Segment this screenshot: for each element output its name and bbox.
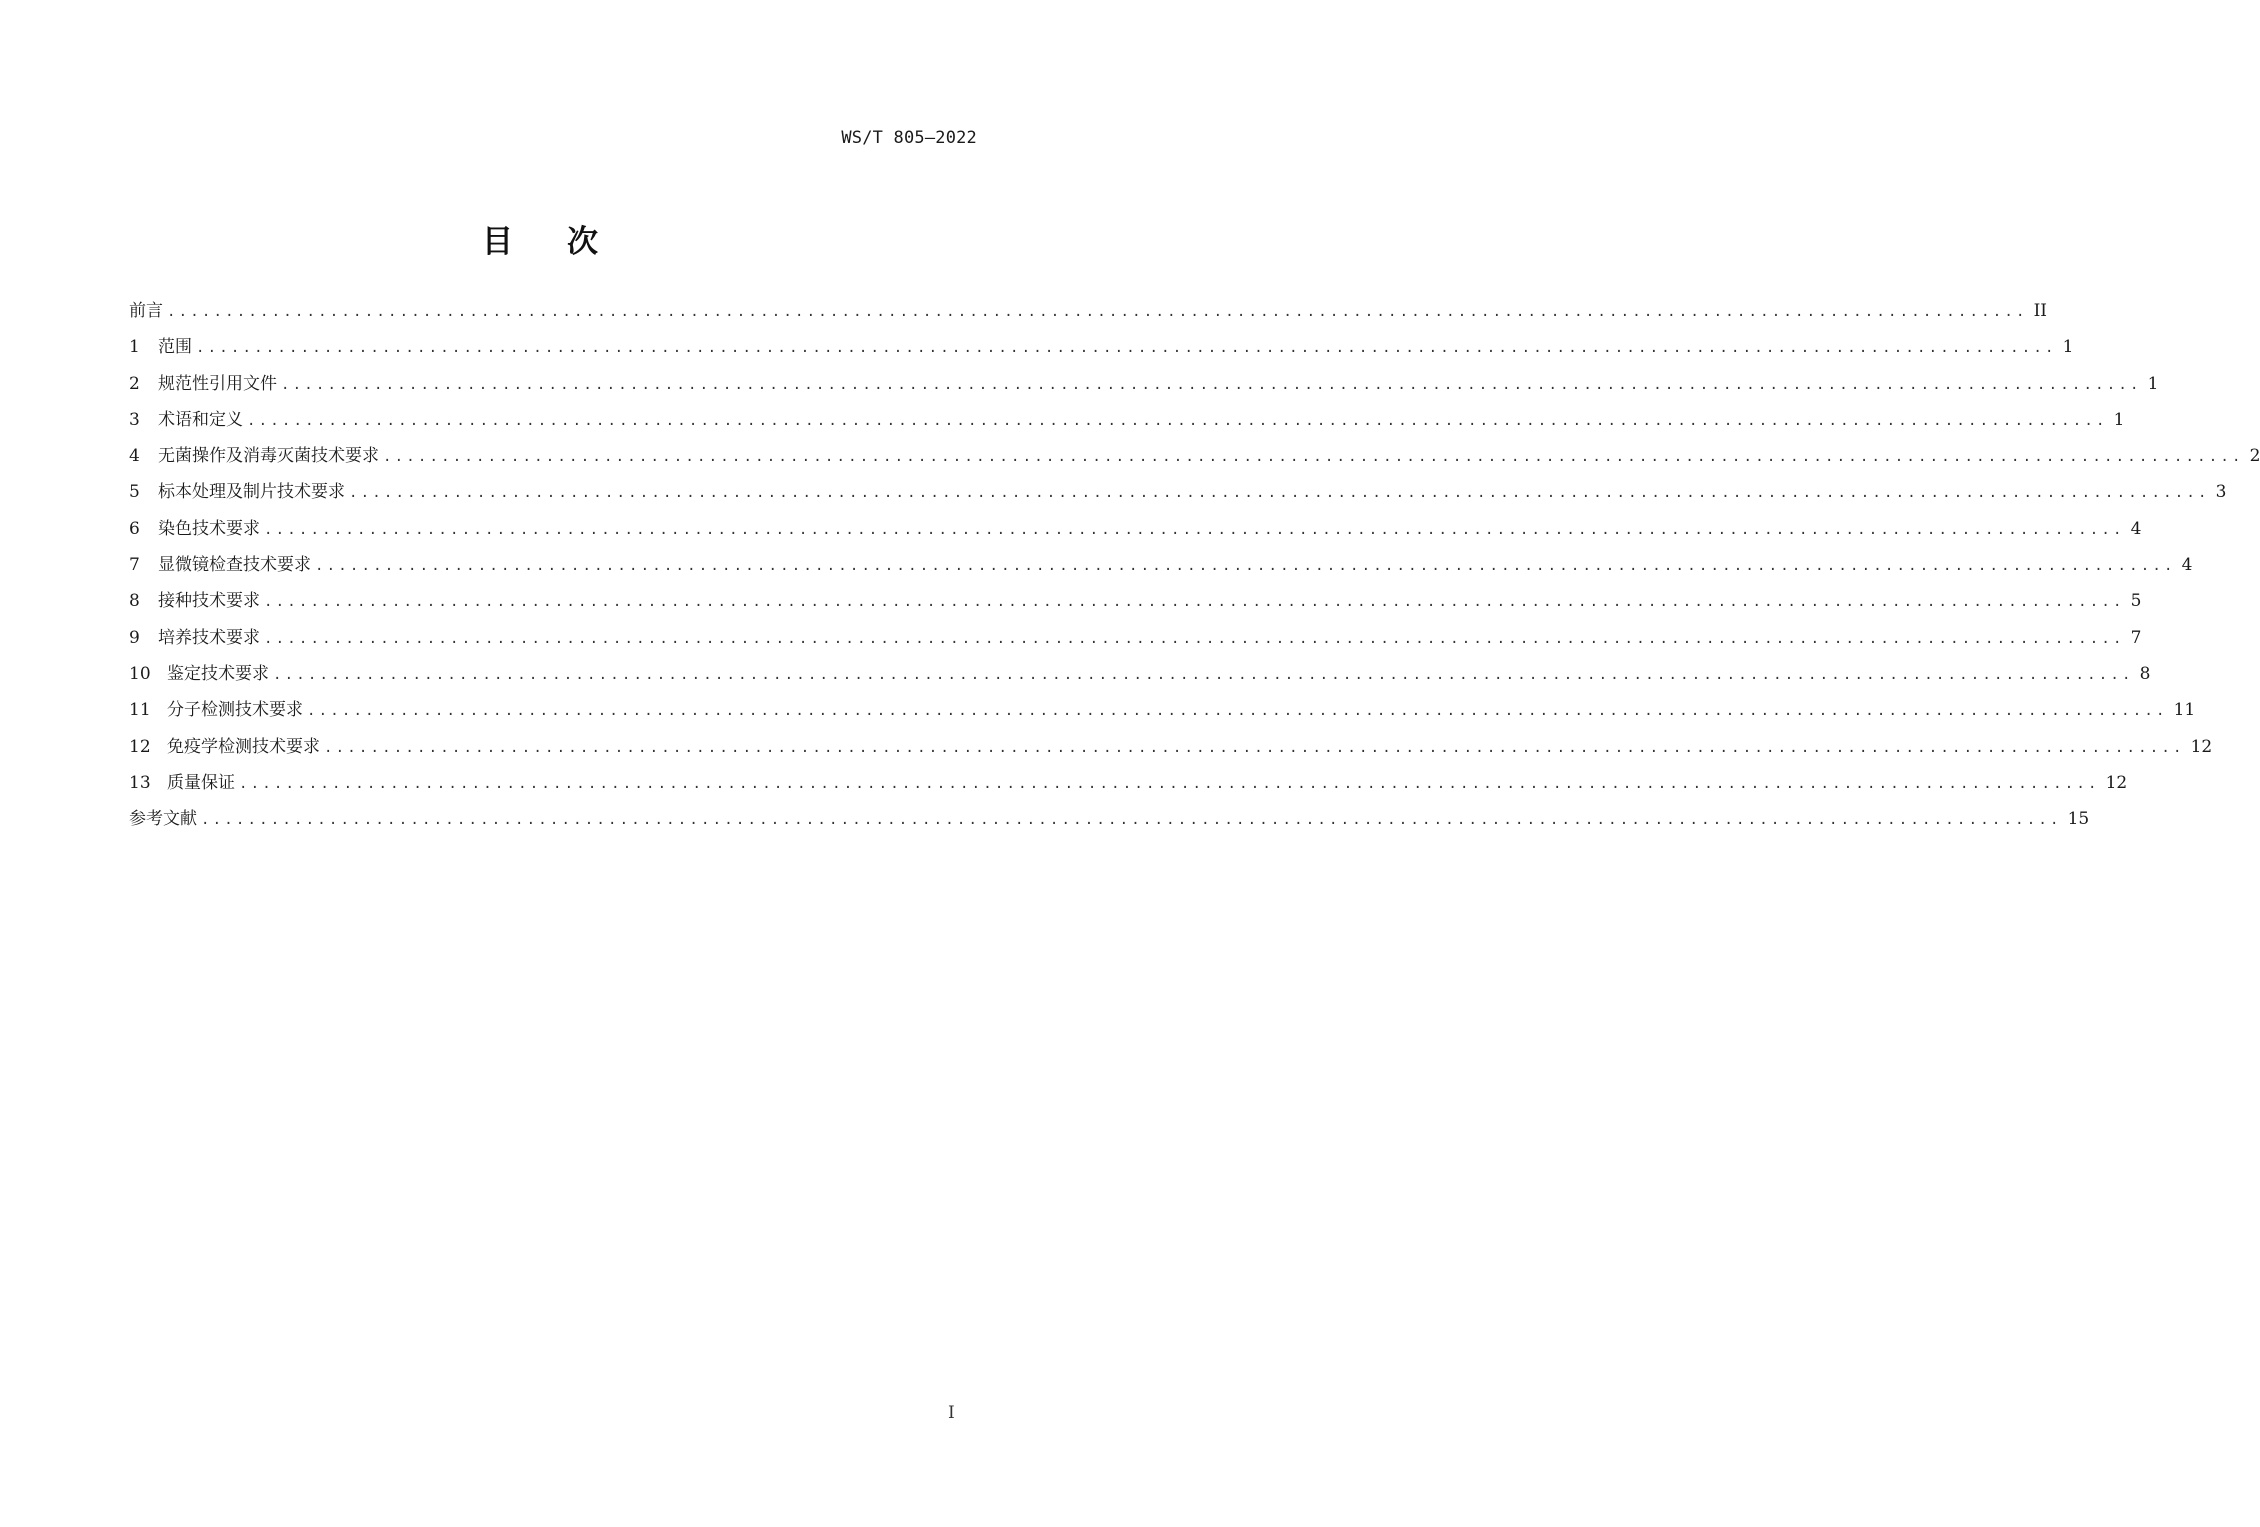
- toc-entry-number: 9: [129, 627, 140, 648]
- toc-entry-12[interactable]: [129, 732, 2213, 768]
- toc-entry-label: 质量保证: [167, 772, 235, 793]
- toc-entry-10[interactable]: [129, 659, 2151, 695]
- toc-entry-number: 3: [129, 409, 140, 430]
- toc-entry-9[interactable]: [129, 623, 2142, 659]
- toc-entry-number: 10: [129, 663, 151, 684]
- toc-entry-page: 7: [2130, 627, 2142, 648]
- toc-leader-dots: ................................................................................................................................................................: [273, 666, 2134, 683]
- document-code: WS/T 805—2022: [841, 128, 977, 148]
- toc-entry-page: 2: [2249, 446, 2260, 467]
- toc-entry-3[interactable]: [129, 405, 2125, 441]
- toc-entry-page: 11: [2173, 700, 2196, 721]
- toc-entry-label: 规范性引用文件: [158, 373, 277, 394]
- toc-entry-2[interactable]: [129, 369, 2159, 405]
- toc-leader-dots: ................................................................................................................................................................: [264, 521, 2125, 538]
- toc-entry-label: 无菌操作及消毒灭菌技术要求: [158, 446, 379, 467]
- toc-leader-dots: ................................................................................................................................................................: [315, 558, 2176, 575]
- toc-entry-number: 12: [129, 736, 151, 757]
- toc-entry-page: 1: [2113, 409, 2125, 430]
- toc-entry-number: 11: [129, 700, 151, 721]
- toc-title: 目次: [482, 224, 652, 260]
- toc-entry-number: 2: [129, 373, 140, 394]
- toc-entry-page: 1: [2147, 373, 2159, 394]
- toc-leader-dots: ................................................................................................................................................................: [264, 594, 2125, 611]
- toc-entry-1[interactable]: [129, 332, 2074, 368]
- toc-leader-dots: ................................................................................................................................................................: [201, 812, 2062, 829]
- toc-entry-number: 7: [129, 555, 140, 576]
- toc-entry-8[interactable]: [129, 586, 2142, 622]
- toc-entry-label: 鉴定技术要求: [167, 663, 269, 684]
- toc-entry-foreword[interactable]: [129, 296, 2048, 332]
- toc-entry-13[interactable]: [129, 768, 2128, 804]
- toc-entry-label: 显微镜检查技术要求: [158, 555, 311, 576]
- toc-entry-page: 1: [2062, 337, 2074, 358]
- toc-entry-number: 13: [129, 772, 151, 793]
- toc-entry-page: 12: [2190, 736, 2213, 757]
- toc-entry-label: 接种技术要求: [158, 591, 260, 612]
- toc-entry-page: 3: [2215, 482, 2227, 503]
- toc-entry-page: 8: [2139, 663, 2151, 684]
- toc-entry-references[interactable]: [129, 804, 2090, 840]
- toc-leader-dots: ................................................................................................................................................................: [324, 739, 2185, 756]
- toc-entry-number: 1: [129, 337, 140, 358]
- toc-entry-6[interactable]: [129, 514, 2142, 550]
- toc-entry-number: 5: [129, 482, 140, 503]
- toc-entry-label: 范围: [158, 337, 192, 358]
- toc-entry-7[interactable]: [129, 550, 2193, 586]
- toc-entry-label: 标本处理及制片技术要求: [158, 482, 345, 503]
- toc-entry-label: 参考文献: [129, 809, 197, 830]
- toc-entry-number: 8: [129, 591, 140, 612]
- toc-entry-number: 4: [129, 446, 140, 467]
- toc-entry-page: 4: [2181, 555, 2193, 576]
- toc-entry-label: 染色技术要求: [158, 518, 260, 539]
- page-number: I: [948, 1403, 955, 1423]
- toc-entry-5[interactable]: [129, 477, 2227, 513]
- toc-entry-11[interactable]: [129, 695, 2196, 731]
- toc-entry-page: 15: [2067, 809, 2090, 830]
- toc-entry-4[interactable]: [129, 441, 2260, 477]
- toc-entry-label: 前言: [129, 301, 163, 321]
- toc-leader-dots: ................................................................................................................................................................: [383, 449, 2244, 466]
- toc-entry-page: II: [2033, 301, 2048, 321]
- toc-leader-dots: ................................................................................................................................................................: [281, 376, 2142, 393]
- toc-leader-dots: ................................................................................................................................................................: [239, 775, 2100, 792]
- toc-entry-label: 免疫学检测技术要求: [167, 736, 320, 757]
- toc-entry-label: 术语和定义: [158, 409, 243, 430]
- toc-leader-dots: ................................................................................................................................................................: [196, 340, 2057, 357]
- toc-leader-dots: ................................................................................................................................................................: [167, 304, 2028, 320]
- toc-leader-dots: ................................................................................................................................................................: [247, 412, 2108, 429]
- toc-leader-dots: ................................................................................................................................................................: [264, 630, 2125, 647]
- toc-leader-dots: ................................................................................................................................................................: [307, 703, 2168, 720]
- toc-entry-number: 6: [129, 518, 140, 539]
- toc-leader-dots: ................................................................................................................................................................: [349, 485, 2210, 502]
- toc-entry-page: 4: [2130, 518, 2142, 539]
- toc-entry-page: 5: [2130, 591, 2142, 612]
- toc-entry-page: 12: [2105, 772, 2128, 793]
- toc-entry-label: 分子检测技术要求: [167, 700, 303, 721]
- toc-entry-label: 培养技术要求: [158, 627, 260, 648]
- table-of-contents: [129, 296, 2260, 840]
